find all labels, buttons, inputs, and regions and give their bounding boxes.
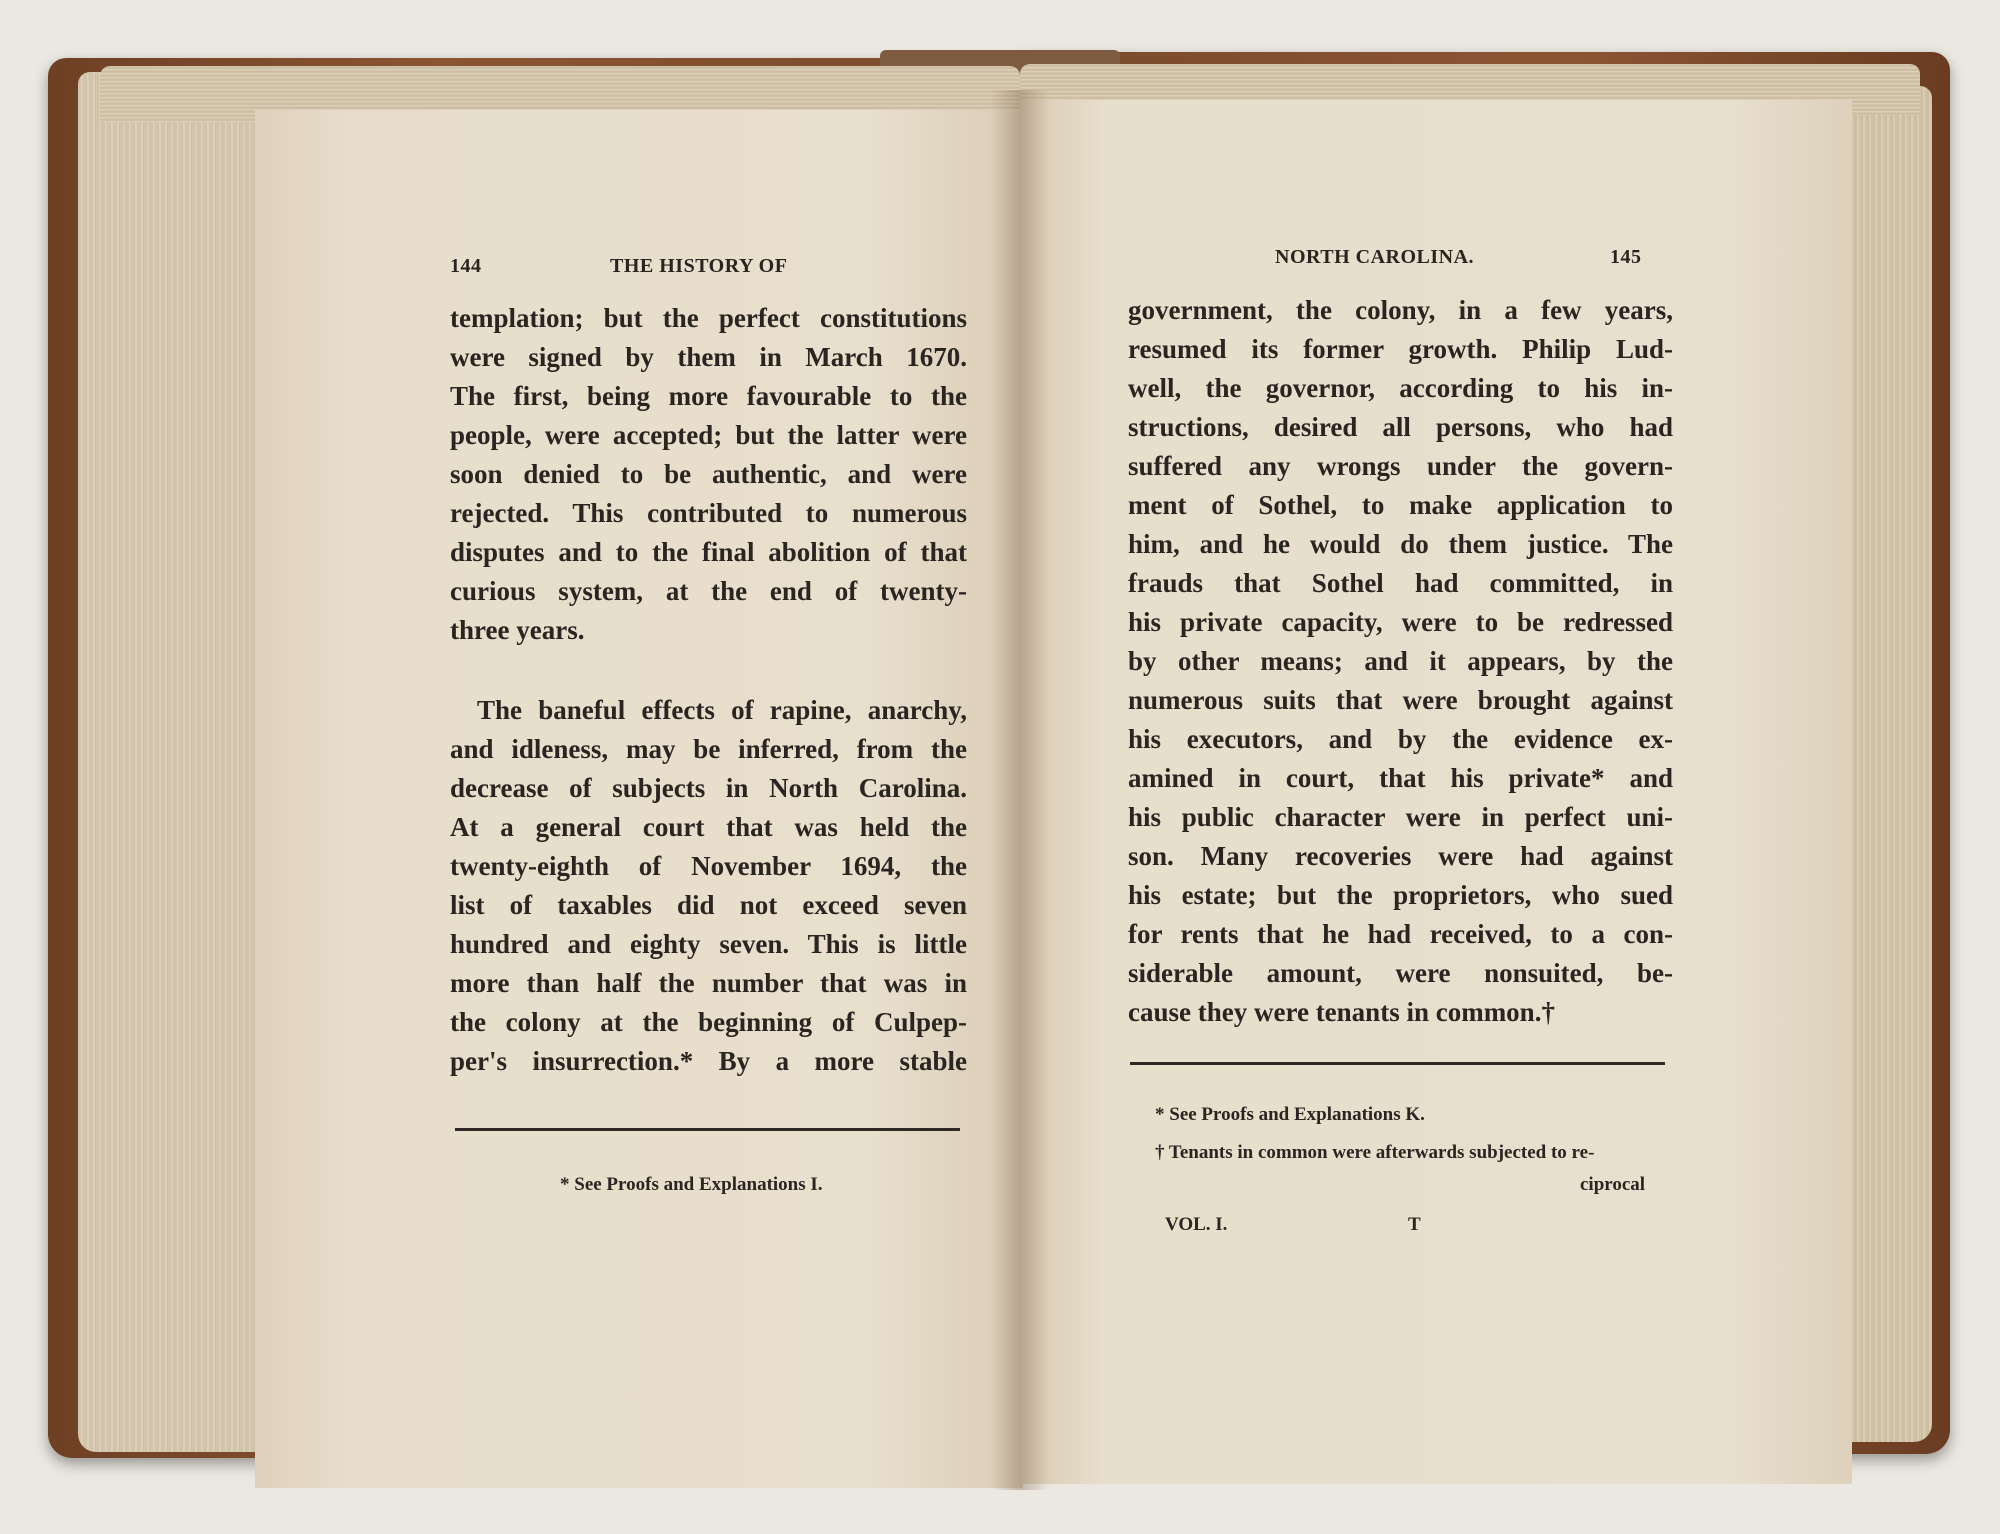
text-line: son. Many recoveries were had against [1128, 841, 1673, 871]
text-line: twenty-eighth of November 1694, the [450, 851, 967, 881]
left-page [255, 110, 1023, 1488]
text-line: frauds that Sothel had committed, in [1128, 568, 1673, 598]
text-line: ment of Sothel, to make application to [1128, 490, 1673, 520]
text-line: his estate; but the proprietors, who sued [1128, 880, 1673, 910]
page-number-right: 145 [1610, 246, 1642, 268]
text-line: disputes and to the final abolition of that [450, 537, 967, 567]
text-line: and idleness, may be inferred, from the [450, 734, 967, 764]
running-head-left: THE HISTORY OF [610, 255, 788, 277]
text-line: the colony at the beginning of Culpep- [450, 1007, 967, 1037]
text-line: his executors, and by the evidence ex- [1128, 724, 1673, 754]
text-line: suffered any wrongs under the govern- [1128, 451, 1673, 481]
footnote-rule [455, 1128, 960, 1131]
footnote-right-1: * See Proofs and Explanations K. [1155, 1104, 1425, 1125]
text-line: more than half the number that was in [450, 968, 967, 998]
text-line: rejected. This contributed to numerous [450, 498, 967, 528]
text-line: were signed by them in March 1670. [450, 342, 967, 372]
text-line: for rents that he had received, to a con- [1128, 919, 1673, 949]
text-line: well, the governor, according to his in- [1128, 373, 1673, 403]
text-line: The first, being more favourable to the [450, 381, 967, 411]
text-line: government, the colony, in a few years, [1128, 295, 1673, 325]
text-line: curious system, at the end of twenty- [450, 576, 967, 606]
text-line: his public character were in perfect uni- [1128, 802, 1673, 832]
signature-volume: VOL. I. [1165, 1214, 1228, 1235]
text-line: soon denied to be authentic, and were [450, 459, 967, 489]
text-line: At a general court that was held the [450, 812, 967, 842]
text-line: people, were accepted; but the latter were [450, 420, 967, 450]
text-line: templation; but the perfect constitutions [450, 303, 967, 333]
right-page [1020, 100, 1852, 1484]
text-line: cause they were tenants in common.† [1128, 997, 1555, 1027]
footnote-rule [1130, 1062, 1665, 1065]
text-line: three years. [450, 615, 585, 645]
text-line: resumed its former growth. Philip Lud- [1128, 334, 1673, 364]
page-stack-left [78, 72, 278, 1452]
text-line: his private capacity, were to be redressed [1128, 607, 1673, 637]
page-number-left: 144 [450, 255, 482, 277]
signature-mark: T [1408, 1214, 1421, 1235]
text-line: decrease of subjects in North Carolina. [450, 773, 967, 803]
text-line: amined in court, that his private* and [1128, 763, 1673, 793]
text-line: hundred and eighty seven. This is little [450, 929, 967, 959]
text-line: list of taxables did not exceed seven [450, 890, 967, 920]
text-line: per's insurrection.* By a more stable [450, 1046, 967, 1076]
text-line: him, and he would do them justice. The [1128, 529, 1673, 559]
footnote-right-2: † Tenants in common were afterwards subjected to re- [1155, 1142, 1595, 1163]
text-line: siderable amount, were nonsuited, be- [1128, 958, 1673, 988]
running-head-right: NORTH CAROLINA. [1275, 246, 1475, 268]
text-line: numerous suits that were brought against [1128, 685, 1673, 715]
text-line: The baneful effects of rapine, anarchy, [477, 695, 967, 725]
text-line: by other means; and it appears, by the [1128, 646, 1673, 676]
footnote-left: * See Proofs and Explanations I. [560, 1174, 823, 1195]
text-line: structions, desired all persons, who had [1128, 412, 1673, 442]
book-gutter [990, 90, 1050, 1490]
footnote-right-3: ciprocal [1580, 1174, 1646, 1195]
